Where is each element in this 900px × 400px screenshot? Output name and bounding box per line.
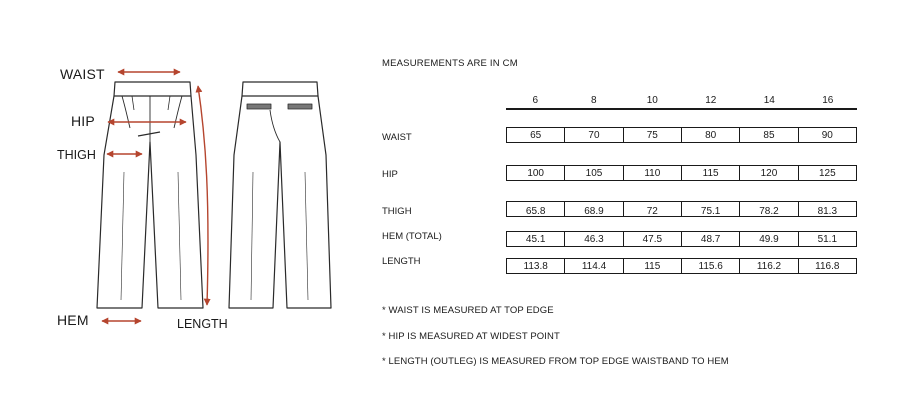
row-label-length: LENGTH xyxy=(382,256,421,267)
table-row-hip xyxy=(506,165,857,181)
table-row-waist xyxy=(506,127,857,143)
table-cell: 114.4 xyxy=(565,259,623,273)
size-header: 6 xyxy=(532,95,539,106)
table-cell: 105 xyxy=(565,166,623,180)
table-cell: 70 xyxy=(565,128,623,142)
table-cell: 110 xyxy=(624,166,682,180)
table-cell: 113.8 xyxy=(507,259,565,273)
table-cell: 116.8 xyxy=(815,261,840,272)
row-label-hem: HEM (TOTAL) xyxy=(382,231,442,242)
table-cell: 72 xyxy=(624,202,682,216)
row-label-hip: HIP xyxy=(382,169,398,180)
table-cell: 125 xyxy=(818,168,836,179)
length-arrow xyxy=(198,86,208,305)
measurements-heading: MEASUREMENTS ARE IN CM xyxy=(382,58,518,69)
back-pocket-marker xyxy=(138,132,160,136)
table-cell: 116.2 xyxy=(740,259,798,273)
size-header: 16 xyxy=(822,95,834,106)
pants-front-view xyxy=(97,82,203,308)
pants-back-view xyxy=(229,82,331,308)
table-cell: 46.3 xyxy=(565,232,623,246)
size-header: 10 xyxy=(646,95,658,106)
table-cell: 75 xyxy=(624,128,682,142)
note-length: * LENGTH (OUTLEG) IS MEASURED FROM TOP EDGE WAISTBAND TO HEM xyxy=(382,356,729,367)
table-cell: 120 xyxy=(740,166,798,180)
hem-diagram-label: HEM xyxy=(57,312,89,328)
table-cell: 78.2 xyxy=(740,202,798,216)
length-diagram-label: LENGTH xyxy=(177,317,228,331)
table-cell: 48.7 xyxy=(682,232,740,246)
table-cell: 65.8 xyxy=(507,202,565,216)
table-cell: 115 xyxy=(624,259,682,273)
table-cell: 85 xyxy=(740,128,798,142)
table-cell: 80 xyxy=(682,128,740,142)
table-cell: 65 xyxy=(507,128,565,142)
waist-diagram-label: WAIST xyxy=(60,66,105,82)
table-cell: 81.3 xyxy=(817,206,838,216)
table-row-hem xyxy=(506,231,857,247)
pants-diagram xyxy=(0,0,360,400)
note-waist: * WAIST IS MEASURED AT TOP EDGE xyxy=(382,305,554,316)
table-row-length xyxy=(506,258,857,274)
table-cell: 100 xyxy=(507,166,565,180)
thigh-diagram-label: THIGH xyxy=(57,148,96,162)
table-cell: 68.9 xyxy=(565,202,623,216)
table-cell: 49.9 xyxy=(740,232,798,246)
table-cell: 75.1 xyxy=(682,202,740,216)
table-cell: 115.6 xyxy=(682,259,740,273)
table-cell: 90 xyxy=(821,130,833,141)
note-hip: * HIP IS MEASURED AT WIDEST POINT xyxy=(382,331,560,342)
size-header: 12 xyxy=(705,95,717,106)
hip-diagram-label: HIP xyxy=(71,113,95,129)
table-cell: 45.1 xyxy=(507,232,565,246)
table-cell: 47.5 xyxy=(624,232,682,246)
size-header: 8 xyxy=(590,95,597,106)
row-label-waist: WAIST xyxy=(382,132,412,143)
table-cell: 51.1 xyxy=(817,234,838,245)
size-header-row xyxy=(506,95,857,110)
size-header: 14 xyxy=(763,95,775,106)
row-label-thigh: THIGH xyxy=(382,206,412,217)
table-cell: 115 xyxy=(682,166,740,180)
table-row-thigh xyxy=(506,201,857,217)
